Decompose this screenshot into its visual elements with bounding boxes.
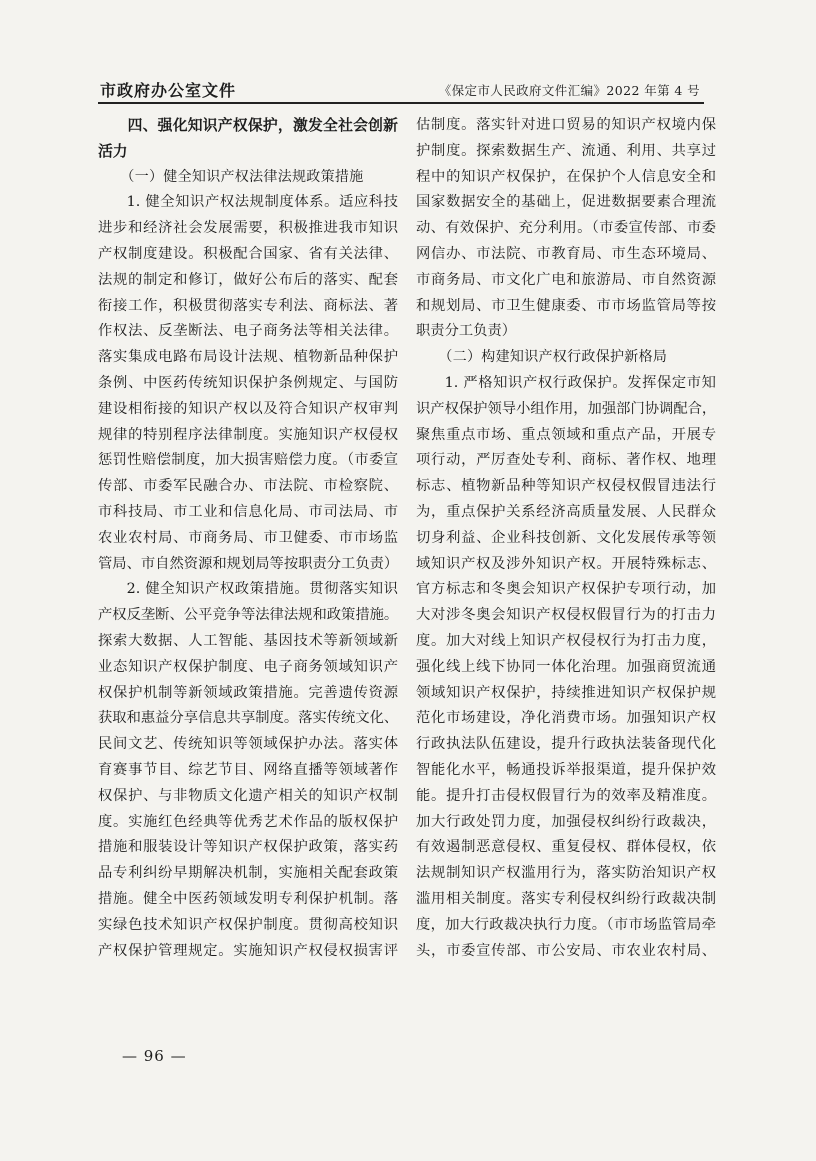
paragraph-line: 实绿色技术知识产权保护制度。贯彻高校知识 xyxy=(98,916,398,933)
paragraph-line: 规律的特别程序法律制度。实施知识产权侵权 xyxy=(98,426,398,443)
paragraph-line: 衔接工作，积极贯彻落实专利法、商标法、著 xyxy=(98,297,398,314)
paragraph-line: 国家数据安全的基础上，促进数据要素合理流 xyxy=(416,194,716,211)
paragraph-line: 作权法、反垄断法、电子商务法等相关法律。 xyxy=(98,323,398,340)
paragraph-line: 法规的制定和修订，做好公布后的落实、配套 xyxy=(98,271,398,288)
page-number: — 96 — xyxy=(122,1047,187,1065)
paragraph-line: 权保护、与非物质文化遗产相关的知识产权制 xyxy=(98,787,398,804)
section-heading: 四、强化知识产权保护，激发全社会创新 xyxy=(127,117,398,134)
header-rule xyxy=(98,102,704,104)
paragraph-line: 度，加大行政裁决执行力度。（市市场监管局牵 xyxy=(416,916,716,933)
paragraph-line: 进步和经济社会发展需要，积极推进我市知识 xyxy=(98,220,398,237)
paragraph-line: 程中的知识产权保护，在保护个人信息安全和 xyxy=(416,168,716,185)
paragraph-line: 职责分工负责） xyxy=(416,323,517,340)
paragraph-line: 措施。健全中医药领域发明专利保护机制。落 xyxy=(98,890,398,907)
paragraph-line: 措施和服装设计等知识产权保护政策，落实药 xyxy=(98,839,398,856)
paragraph-line: 业态知识产权保护制度、电子商务领域知识产 xyxy=(98,658,398,675)
paragraph-line: 产权保护管理规定。实施知识产权侵权损害评 xyxy=(98,942,398,959)
paragraph-line: 民间文艺、传统知识等领域保护办法。落实体 xyxy=(98,736,398,753)
header-publication: 《保定市人民政府文件汇编》2022 年第 4 号 xyxy=(438,83,700,98)
paragraph-line: 市科技局、市工业和信息化局、市司法局、市 xyxy=(98,503,398,520)
paragraph-line: 建设相衔接的知识产权以及符合知识产权审判 xyxy=(98,400,398,417)
paragraph-line: 切身利益、企业科技创新、文化发展传承等领 xyxy=(416,529,716,546)
paragraph-line: 识产权保护领导小组作用，加强部门协调配合， xyxy=(416,400,717,417)
paragraph-line: 头，市委宣传部、市公安局、市农业农村局、 xyxy=(416,942,716,959)
section-heading-cont: 活力 xyxy=(98,142,128,160)
paragraph-line: 产权反垄断、公平竞争等法律法规和政策措施。 xyxy=(98,607,399,624)
paragraph-line: 农业农村局、市商务局、市卫健委、市市场监 xyxy=(98,529,398,546)
paragraph-line: 大对涉冬奥会知识产权侵权假冒行为的打击力 xyxy=(416,607,716,624)
paragraph-line: 滥用相关制度。落实专利侵权纠纷行政裁决制 xyxy=(416,890,716,907)
paragraph-line: 落实集成电路布局设计法规、植物新品种保护 xyxy=(98,349,398,366)
paragraph-line: 2. 健全知识产权政策措施。贯彻落实知识 xyxy=(126,581,398,598)
paragraph-line: 惩罚性赔偿制度，加大损害赔偿力度。（市委宣 xyxy=(98,452,398,469)
paragraph-line: 标志、植物新品种等知识产权侵权假冒违法行 xyxy=(416,478,716,495)
paragraph-line: 品专利纠纷早期解决机制，实施相关配套政策 xyxy=(98,865,398,882)
paragraph-line: 探索大数据、人工智能、基因技术等新领域新 xyxy=(98,632,398,649)
paragraph-line: 获取和惠益分享信息共享制度。落实传统文化、 xyxy=(98,710,399,727)
right-column xyxy=(416,113,716,964)
paragraph-line: 官方标志和冬奥会知识产权保护专项行动，加 xyxy=(416,581,716,598)
paragraph-line: 法规制知识产权滥用行为，落实防治知识产权 xyxy=(416,865,716,882)
paragraph-line: 权保护机制等新领域政策措施。完善遗传资源 xyxy=(98,684,398,701)
paragraph-line: 聚焦重点市场、重点领域和重点产品，开展专 xyxy=(416,426,716,443)
paragraph-line: 智能化水平，畅通投诉举报渠道，提升保护效 xyxy=(416,761,716,778)
paragraph-line: 能。提升打击侵权假冒行为的效率及精准度。 xyxy=(416,787,716,804)
paragraph-line: 强化线上线下协同一体化治理。加强商贸流通 xyxy=(416,658,716,675)
paragraph-line: 1. 严格知识产权行政保护。发挥保定市知 xyxy=(444,374,716,391)
paragraph-line: 范化市场建设，净化消费市场。加强知识产权 xyxy=(416,710,716,727)
paragraph-line: 加大行政处罚力度，加强侵权纠纷行政裁决， xyxy=(416,813,716,830)
paragraph-line: 护制度。探索数据生产、流通、利用、共享过 xyxy=(416,142,716,159)
paragraph-line: 管局、市自然资源和规划局等按职责分工负责） xyxy=(98,555,399,572)
paragraph-line: 度。加大对线上知识产权侵权行为打击力度， xyxy=(416,632,716,649)
paragraph-line: 动、有效保护、充分利用。（市委宣传部、市委 xyxy=(416,220,716,237)
page-header xyxy=(100,78,700,102)
paragraph-line: 和规划局、市卫生健康委、市市场监管局等按 xyxy=(416,297,716,314)
paragraph-line: 产权制度建设。积极配合国家、省有关法律、 xyxy=(98,245,398,262)
subsection-heading: （二）构建知识产权行政保护新格局 xyxy=(438,349,668,366)
header-title: 市政府办公室文件 xyxy=(100,81,237,100)
paragraph-line: 网信办、市法院、市教育局、市生态环境局、 xyxy=(416,245,716,262)
paragraph-line: 度。实施红色经典等优秀艺术作品的版权保护 xyxy=(98,813,398,830)
left-column xyxy=(98,113,398,964)
subsection-heading: （一）健全知识产权法律法规政策措施 xyxy=(120,168,364,185)
paragraph-line: 领域知识产权保护，持续推进知识产权保护规 xyxy=(416,684,716,701)
paragraph-line: 育赛事节目、综艺节目、网络直播等领域著作 xyxy=(98,761,398,778)
paragraph-line: 条例、中医药传统知识保护条例规定、与国防 xyxy=(98,374,398,391)
paragraph-line: 为，重点保护关系经济高质量发展、人民群众 xyxy=(416,503,716,520)
paragraph-line: 有效遏制恶意侵权、重复侵权、群体侵权，依 xyxy=(416,839,716,856)
paragraph-line: 估制度。落实针对进口贸易的知识产权境内保 xyxy=(416,117,716,133)
paragraph-line: 市商务局、市文化广电和旅游局、市自然资源 xyxy=(416,271,716,288)
paragraph-line: 域知识产权及涉外知识产权。开展特殊标志、 xyxy=(416,555,716,572)
paragraph-line: 1. 健全知识产权法规制度体系。适应科技 xyxy=(126,194,398,211)
paragraph-line: 项行动，严厉查处专利、商标、著作权、地理 xyxy=(416,452,716,469)
paragraph-line: 行政执法队伍建设，提升行政执法装备现代化 xyxy=(416,736,716,753)
paragraph-line: 传部、市委军民融合办、市法院、市检察院、 xyxy=(98,478,398,495)
